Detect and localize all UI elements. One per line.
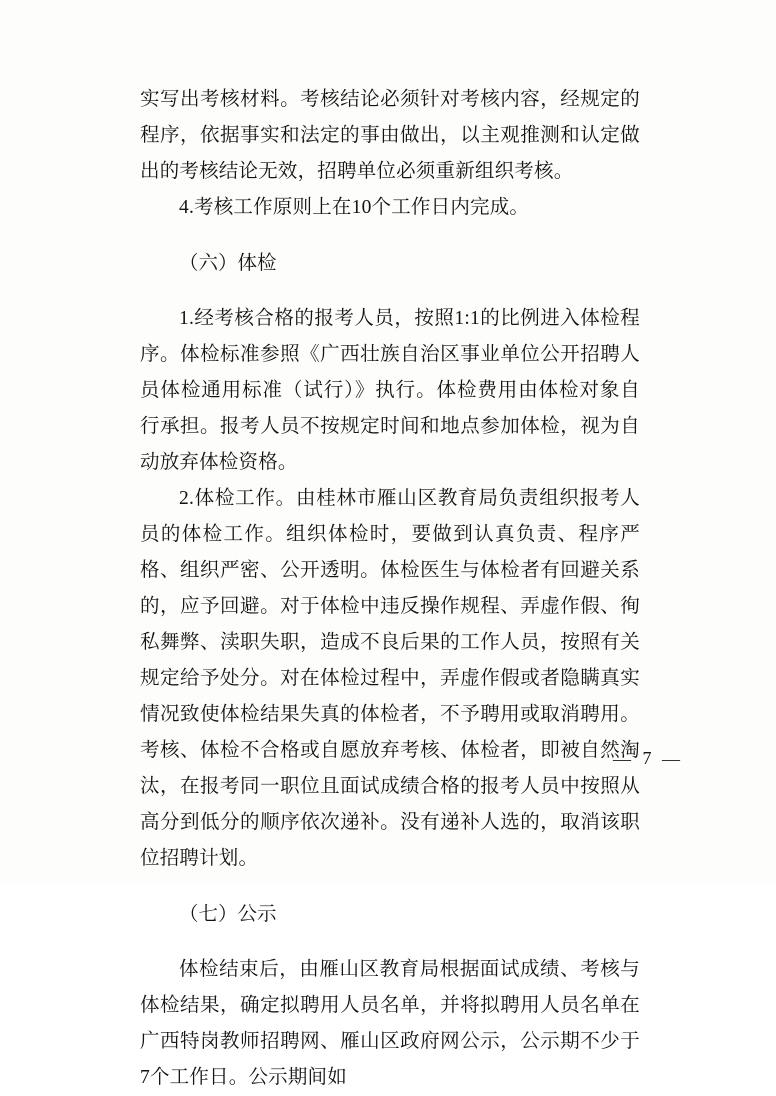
- page-marker-right-dash: [662, 749, 684, 770]
- section-heading-physical-exam: （六）体检: [179, 252, 277, 274]
- paragraph-assessment-timeline: 4.考核工作原则上在10个工作日内完成。: [179, 197, 530, 218]
- page-number: 7: [642, 748, 655, 768]
- document-body: [140, 82, 640, 1096]
- section-heading-publicity: （七）公示: [179, 903, 277, 925]
- page-marker-left-dash: [613, 749, 635, 770]
- paragraph-exam-standards: 1.经考核合格的报考人员，按照1:1的比例进入体检程序。体检标准参照《广西壮族自治区事业单位公开招聘人员体检通用标准（试行）》执行。体检费用由体检对象自行承担。报考人员不按规定时间和地点参加体检，视为自动放弃体检资格。: [140, 308, 640, 473]
- page-footer: [613, 748, 684, 770]
- paragraph-continuation: 实写出考核材料。考核结论必须针对考核内容，经规定的程序，依据事实和法定的事由做出，以主观推测和认定做出的考核结论无效，招聘单位必须重新组织考核。: [140, 89, 640, 182]
- paragraph-publicity-details: 体检结束后，由雁山区教育局根据面试成绩、考核与体检结果，确定拟聘用人员名单，并将拟聘用人员名单在广西特岗教师招聘网、雁山区政府网公示，公示期不少于7个工作日。公示期间如: [140, 959, 640, 1088]
- paragraph-exam-organization: 2.体检工作。由桂林市雁山区教育局负责组织报考人员的体检工作。组织体检时，要做到认真负责、程序严格、组织严密、公开透明。体检医生与体检者有回避关系的，应予回避。对于体检中违反操作规程、弄虚作假、徇私舞弊、渎职失职，造成不良后果的工作人员，按照有关规定给予处分。对在体检过程中，弄虚作假或者隐瞒真实情况致使体检结果失真的体检者，不予聘用或取消聘用。考核、体检不合格或自愿放弃考核、体检者，即被自然淘汰，在报考同一职位且面试成绩合格的报考人员中按照从高分到低分的顺序依次递补。没有递补人选的，取消该职位招聘计划。: [140, 488, 640, 869]
